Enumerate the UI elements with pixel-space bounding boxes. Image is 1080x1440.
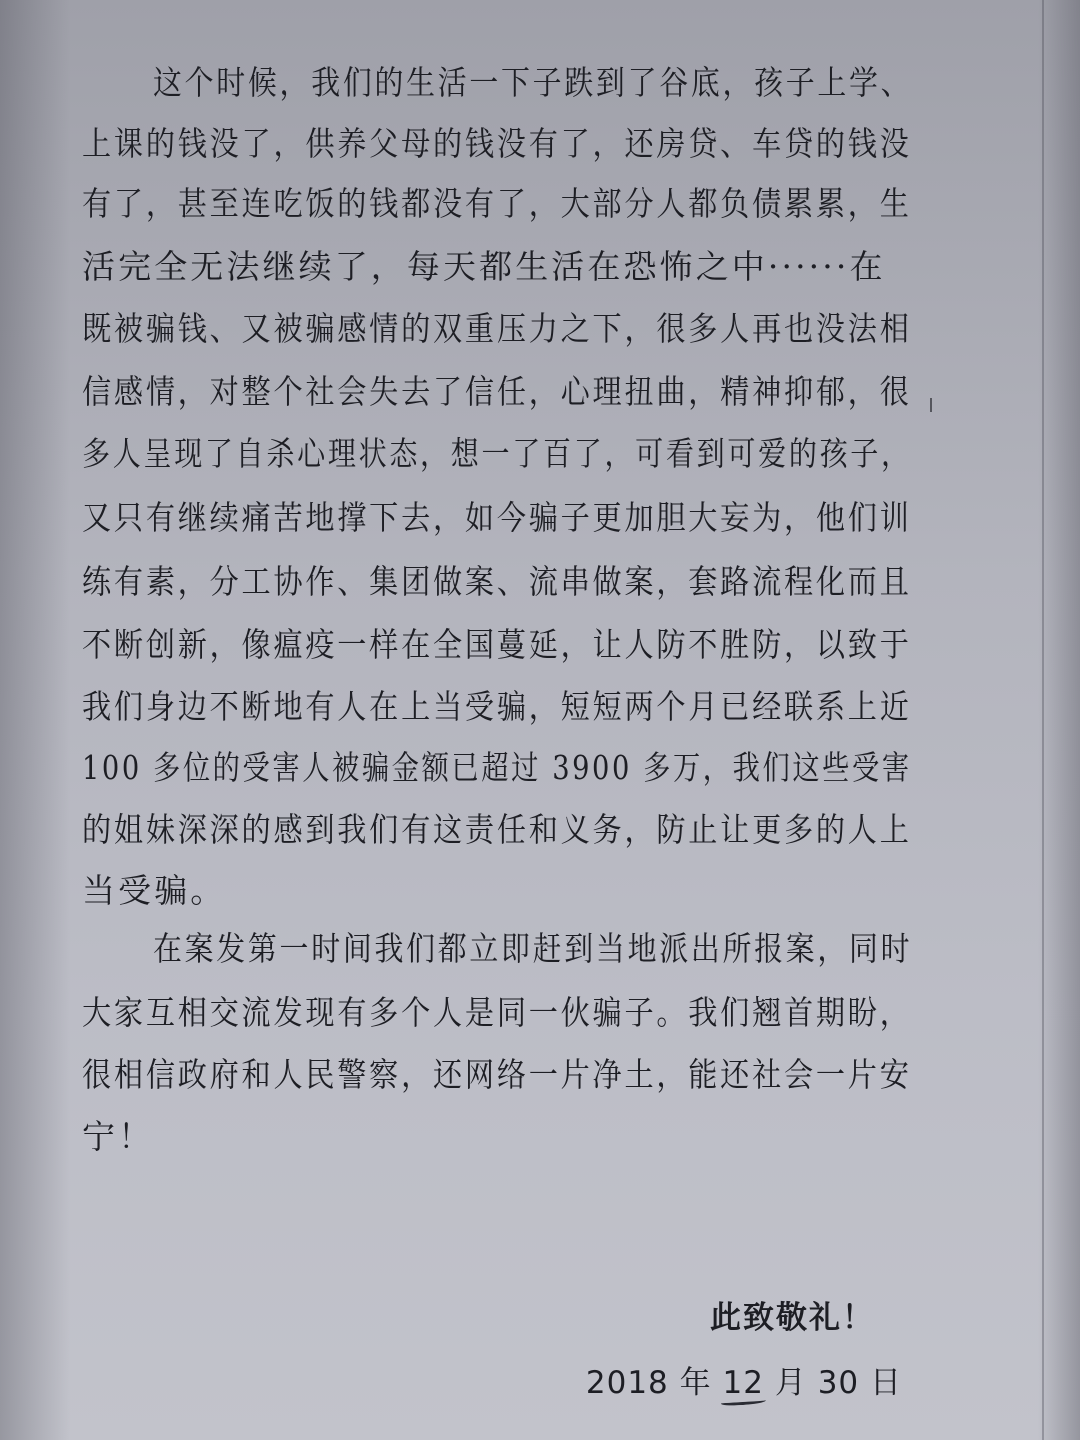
- text-line: 我们身边不断地有人在上当受骗，短短两个月已经联系上近: [82, 687, 912, 726]
- date-month-unit: 月: [774, 1365, 807, 1401]
- text-line: 不断创新，像瘟疫一样在全国蔓延，让人防不胜防，以致于: [82, 625, 912, 664]
- text-line: 当受骗。: [82, 871, 227, 910]
- text-line: 既被骗钱、又被骗感情的双重压力之下，很多人再也没法相: [82, 309, 912, 348]
- date-year: 2018: [585, 1365, 669, 1401]
- date-month: 12: [722, 1365, 764, 1401]
- text-line: 信感情，对整个社会失去了信任，心理扭曲，精神抑郁，很: [82, 372, 912, 411]
- closing-salutation: 此致敬礼！: [710, 1300, 875, 1336]
- text-line: 的姐妹深深的感到我们有这责任和义务，防止让更多的人上: [82, 810, 912, 849]
- text-line: 活完全无法继续了，每天都生活在恐怖之中······在: [82, 247, 886, 286]
- text-line: 在案发第一时间我们都立即赶到当地派出所报案，同时: [153, 929, 913, 968]
- text-line: 练有素，分工协作、集团做案、流串做案，套路流程化而且: [82, 562, 912, 601]
- date-day-unit: 日: [870, 1365, 902, 1401]
- text-line: 100 多位的受害人被骗金额已超过 3900 多万，我们这些受害: [82, 748, 912, 787]
- text-line: 又只有继续痛苦地撑下去，如今骗子更加胆大妄为，他们训: [82, 498, 912, 537]
- text-line: 很相信政府和人民警察，还网络一片净土，能还社会一片安: [82, 1055, 912, 1094]
- text-line: 大家互相交流发现有多个人是同一伙骗子。我们翘首期盼，: [82, 993, 912, 1032]
- text-line: 有了，甚至连吃饭的钱都没有了，大部分人都负债累累，生: [82, 184, 912, 223]
- date-day: 30: [817, 1365, 860, 1401]
- text-line: 宁！: [82, 1117, 155, 1156]
- text-line: 多人呈现了自杀心理状态，想一了百了，可看到可爱的孩子，: [82, 434, 912, 473]
- text-line: 这个时候，我们的生活一下子跌到了谷底，孩子上学、: [153, 63, 913, 102]
- date-year-unit: 年: [679, 1365, 712, 1401]
- letter-date: [586, 1362, 902, 1404]
- text-line: 上课的钱没了，供养父母的钱没有了，还房贷、车贷的钱没: [82, 124, 912, 163]
